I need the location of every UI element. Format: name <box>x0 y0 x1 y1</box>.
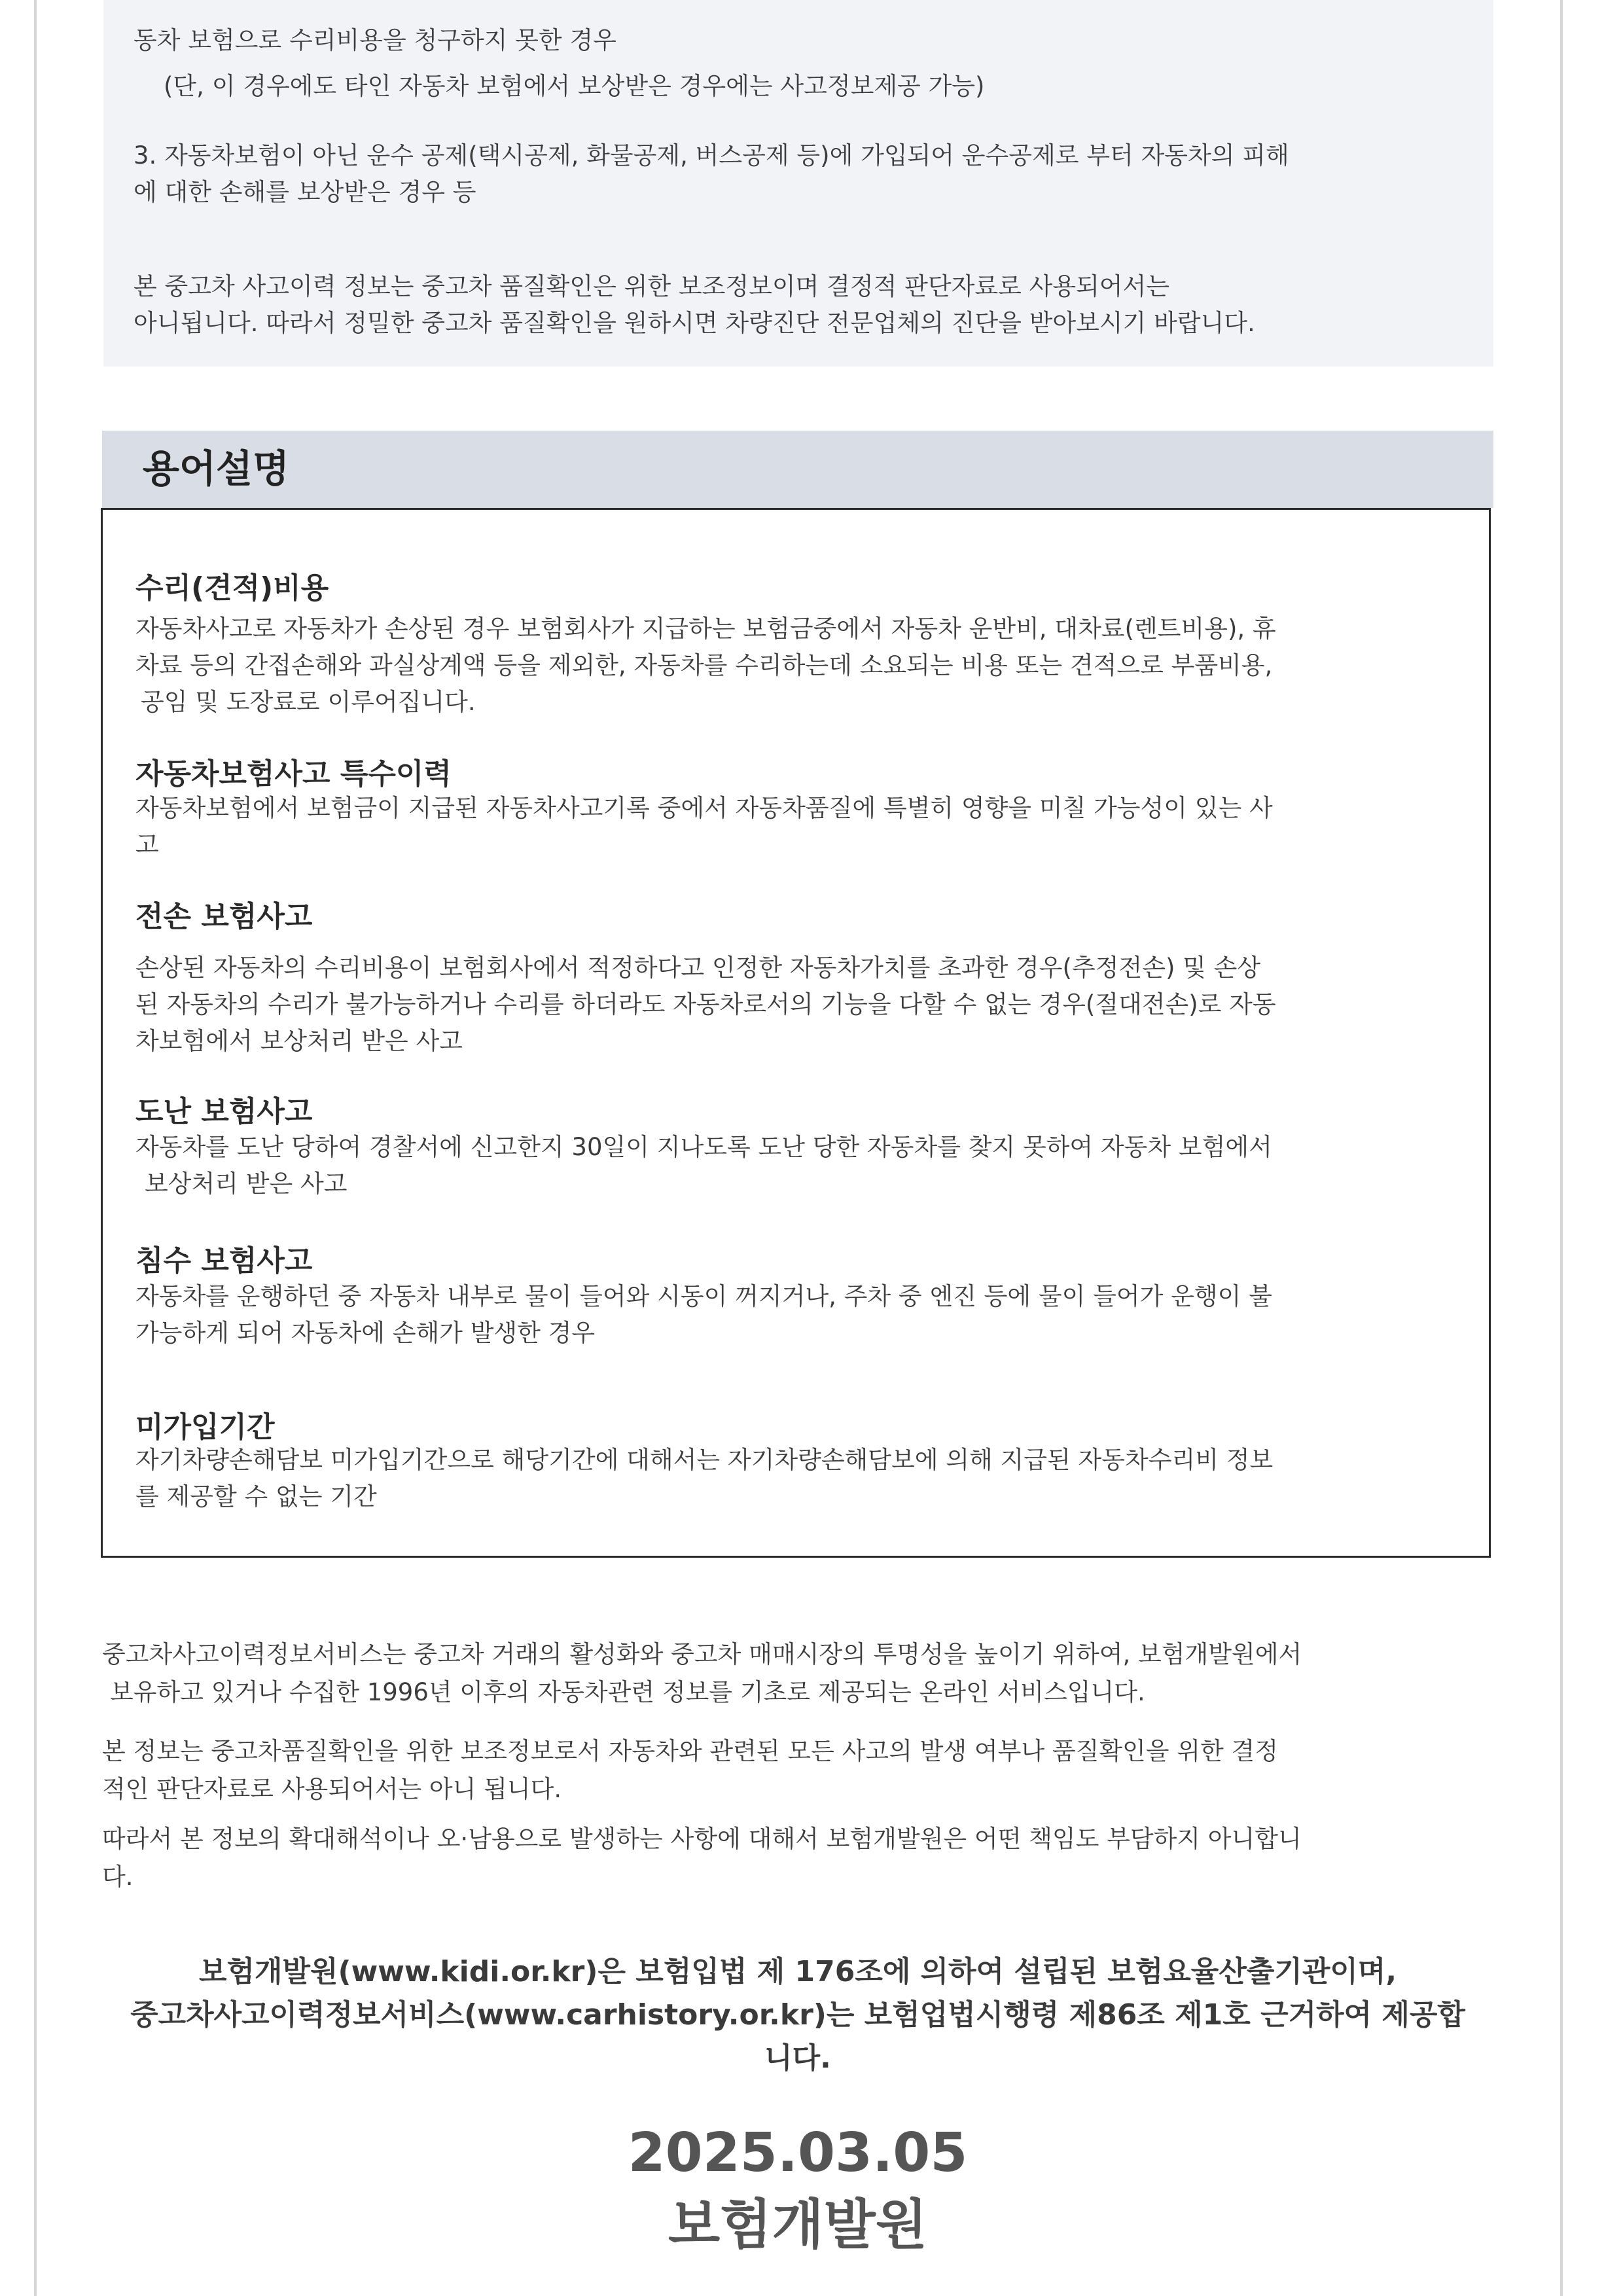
term-description-line: 손상된 자동차의 수리비용이 보험회사에서 적정하다고 인정한 자동차가치를 초과한 경우(추정전손) 및 손상 <box>135 954 1261 982</box>
term-title: 수리(견적)비용 <box>135 571 329 605</box>
term-description-line: 자동차를 도난 당하여 경찰서에 신고한지 30일이 지나도록 도난 당한 자동차를 찾지 못하여 자동차 보험에서 <box>135 1133 1272 1161</box>
service-description-line: 보유하고 있거나 수집한 1996년 이후의 자동차관련 정보를 기초로 제공되는 온라인 서비스입니다. <box>110 1678 1145 1706</box>
term-description-line: 가능하게 되어 자동차에 손해가 발생한 경우 <box>135 1319 596 1347</box>
term-title: 도난 보험사고 <box>135 1095 313 1128</box>
legal-basis-line: 니다. <box>764 2041 831 2075</box>
notice-line: (단, 이 경우에도 타인 자동차 보험에서 보상받은 경우에는 사고정보제공 가능) <box>164 72 985 100</box>
term-description-line: 공임 및 도장료로 이루어집니다. <box>141 688 476 716</box>
service-description-line: 중고차사고이력정보서비스는 중고차 거래의 활성화와 중고차 매매시장의 투명성을 높이기 위하여, 보험개발원에서 <box>102 1640 1302 1668</box>
liability-notice-line: 다. <box>102 1863 134 1891</box>
issuer-name: 보험개발원 <box>668 2194 928 2256</box>
term-title: 전손 보험사고 <box>135 900 313 933</box>
notice-line: 동차 보험으로 수리비용을 청구하지 못한 경우 <box>134 26 616 54</box>
notice-line: 에 대한 손해를 보상받은 경우 등 <box>134 178 476 206</box>
disclaimer-line: 아니됩니다. 따라서 정밀한 중고차 품질확인을 원하시면 차량진단 전문업체의 진단을 받아보시기 바랍니다. <box>134 309 1255 337</box>
term-description-line: 차료 등의 간접손해와 과실상계액 등을 제외한, 자동차를 수리하는데 소요되는 비용 또는 견적으로 부품비용, <box>135 651 1273 679</box>
info-notice-line: 본 정보는 중고차품질확인을 위한 보조정보로서 자동차와 관련된 모든 사고의 발생 여부나 품질확인을 위한 결정 <box>102 1737 1279 1765</box>
scan-edge-right <box>1560 0 1563 2296</box>
term-title: 미가입기간 <box>135 1410 275 1444</box>
disclaimer-line: 본 중고차 사고이력 정보는 중고차 품질확인은 위한 보조정보이며 결정적 판단자료로 사용되어서는 <box>134 272 1170 300</box>
term-title: 침수 보험사고 <box>135 1244 313 1278</box>
liability-notice-line: 따라서 본 정보의 확대해석이나 오·남용으로 발생하는 사항에 대해서 보험개발원은 어떤 책임도 부담하지 아니합니 <box>102 1825 1302 1853</box>
term-description-line: 보상처리 받은 사고 <box>145 1170 348 1198</box>
notice-line: 3. 자동차보험이 아닌 운수 공제(택시공제, 화물공제, 버스공제 등)에 가입되어 운수공제로 부터 자동차의 피해 <box>134 141 1289 170</box>
legal-basis-line: 보험개발원(www.kidi.or.kr)은 보험입법 제 176조에 의하여 설립된 보험요율산출기관이며, <box>198 1955 1397 1988</box>
glossary-header <box>102 431 1493 508</box>
info-notice-line: 적인 판단자료로 사용되어서는 아니 됩니다. <box>102 1775 562 1803</box>
legal-basis-line: 중고차사고이력정보서비스(www.carhistory.or.kr)는 보험업법시행령 제86조 제1호 근거하여 제공합 <box>130 1998 1465 2032</box>
issue-date: 2025.03.05 <box>628 2122 968 2184</box>
term-description-line: 를 제공할 수 없는 기간 <box>135 1482 377 1511</box>
glossary-title: 용어설명 <box>143 446 290 491</box>
term-description-line: 차보험에서 보상처리 받은 사고 <box>135 1027 463 1055</box>
term-description-line: 고 <box>135 831 159 859</box>
scan-edge-left <box>34 0 37 2296</box>
top-notice-box <box>103 0 1493 367</box>
term-description-line: 자동차보험에서 보험금이 지급된 자동차사고기록 중에서 자동차품질에 특별히 영향을 미칠 가능성이 있는 사 <box>135 794 1273 822</box>
glossary-box <box>101 508 1491 1558</box>
term-description-line: 자동차를 운행하던 중 자동차 내부로 물이 들어와 시동이 꺼지거나, 주차 중 엔진 등에 물이 들어가 운행이 불 <box>135 1282 1272 1310</box>
term-description-line: 된 자동차의 수리가 불가능하거나 수리를 하더라도 자동차로서의 기능을 다할 수 없는 경우(절대전손)로 자동 <box>135 990 1276 1018</box>
term-description-line: 자동차사고로 자동차가 손상된 경우 보험회사가 지급하는 보험금중에서 자동차 운반비, 대차료(렌트비용), 휴 <box>135 615 1276 643</box>
term-title: 자동차보험사고 특수이력 <box>135 757 452 791</box>
term-description-line: 자기차량손해담보 미가입기간으로 해당기간에 대해서는 자기차량손해담보에 의해 지급된 자동차수리비 정보 <box>135 1446 1274 1474</box>
